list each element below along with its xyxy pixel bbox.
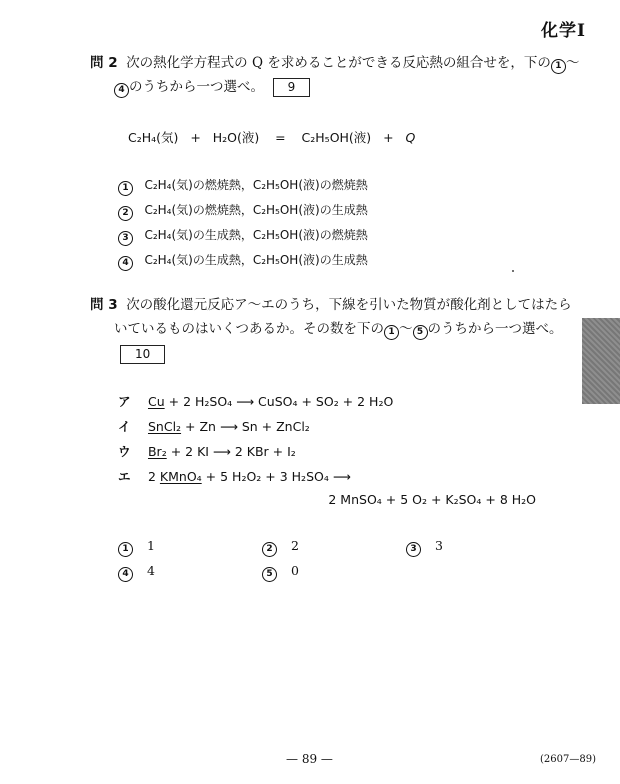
circled-number-icon: 2 bbox=[262, 542, 277, 557]
reaction-label: イ bbox=[118, 419, 131, 434]
circled-number-icon: 5 bbox=[413, 325, 428, 340]
reaction-e bbox=[118, 467, 351, 485]
eq-plus2: + bbox=[383, 130, 394, 145]
reaction-label: ウ bbox=[118, 444, 131, 459]
circled-number-icon: 4 bbox=[118, 567, 133, 582]
underlined-substance: SnCl₂ bbox=[147, 419, 182, 434]
choice-text: C₂H₄(気)の生成熱，C₂H₅OH(液)の燃焼熱 bbox=[144, 228, 368, 242]
underlined-substance: Cu bbox=[147, 394, 165, 409]
scan-speck bbox=[512, 270, 514, 272]
answer-value: 4 bbox=[147, 563, 155, 578]
circled-number-icon: 3 bbox=[406, 542, 421, 557]
reaction-i bbox=[118, 417, 310, 435]
q2-tilde: 〜 bbox=[565, 55, 580, 71]
circled-number-icon: 3 bbox=[118, 231, 133, 246]
circled-number-icon: 1 bbox=[118, 181, 133, 196]
reaction-a bbox=[118, 392, 393, 410]
q3-number: 問 3 bbox=[90, 297, 118, 313]
q3-text1: 次の酸化還元反応ア〜エのうち，下線を引いた物質が酸化剤としてはたら bbox=[126, 297, 572, 313]
reaction-rest: + Zn ⟶ Sn + ZnCl₂ bbox=[185, 419, 310, 434]
eq-rhs2: Q bbox=[405, 130, 416, 145]
q2-text2: のうちから一つ選べ。 bbox=[129, 79, 264, 95]
circled-number-icon: 5 bbox=[262, 567, 277, 582]
page-number: — 89 — bbox=[286, 752, 333, 766]
q3-answer-option[interactable] bbox=[262, 563, 299, 582]
reaction-e-continuation: 2 MnSO₄ + 5 O₂ + K₂SO₄ + 8 H₂O bbox=[328, 492, 536, 507]
q2-choice[interactable] bbox=[118, 176, 368, 196]
q3-line2 bbox=[114, 318, 563, 340]
q3-answer-option[interactable] bbox=[406, 538, 443, 557]
q2-text1: 次の熱化学方程式の Q を求めることができる反応熱の組合せを，下の bbox=[126, 55, 551, 71]
choice-text: C₂H₄(気)の生成熱，C₂H₅OH(液)の生成熱 bbox=[144, 253, 368, 267]
q3-box-row bbox=[120, 344, 165, 364]
q2-answer-box[interactable]: 9 bbox=[273, 78, 311, 97]
choice-text: C₂H₄(気)の燃焼熱，C₂H₅OH(液)の生成熱 bbox=[144, 203, 368, 217]
underlined-substance: KMnO₄ bbox=[159, 469, 202, 484]
circled-number-icon: 1 bbox=[551, 59, 566, 74]
q2-choice[interactable] bbox=[118, 251, 368, 271]
q2-choice[interactable] bbox=[118, 201, 368, 221]
eq-equals: = bbox=[275, 130, 286, 145]
reaction-label: ア bbox=[118, 394, 131, 409]
q3-tilde: 〜 bbox=[399, 321, 413, 337]
underlined-substance: Br₂ bbox=[147, 444, 167, 459]
q3-text2a: いているものはいくつあるか。その数を下の bbox=[114, 321, 384, 337]
answer-value: 3 bbox=[435, 538, 443, 553]
q3-line1 bbox=[90, 294, 572, 316]
q3-answer-option[interactable] bbox=[118, 563, 155, 582]
q2-line2 bbox=[114, 76, 310, 98]
reaction-u bbox=[118, 442, 296, 460]
circled-number-icon: 4 bbox=[118, 256, 133, 271]
q2-line1 bbox=[90, 52, 579, 74]
q3-answer-option[interactable] bbox=[118, 538, 155, 557]
reaction-label: エ bbox=[118, 469, 131, 484]
eq-plus1: + bbox=[190, 130, 201, 145]
eq-lhs2: H₂O(液) bbox=[212, 130, 260, 145]
reaction-rest: + 5 H₂O₂ + 3 H₂SO₄ ⟶ bbox=[205, 469, 351, 484]
q2-choice[interactable] bbox=[118, 226, 368, 246]
circled-number-icon: 4 bbox=[114, 83, 129, 98]
circled-number-icon: 2 bbox=[118, 206, 133, 221]
circled-number-icon: 1 bbox=[118, 542, 133, 557]
eq-lhs1: C₂H₄(気) bbox=[128, 130, 179, 145]
subject-title: 化学Ⅰ bbox=[541, 21, 586, 41]
q2-number: 問 2 bbox=[90, 55, 118, 71]
thermochem-equation bbox=[128, 128, 415, 146]
eq-rhs1: C₂H₅OH(液) bbox=[301, 130, 372, 145]
circled-number-icon: 1 bbox=[384, 325, 399, 340]
page-code: (2607—89) bbox=[540, 754, 596, 765]
choice-text: C₂H₄(気)の燃焼熱，C₂H₅OH(液)の燃焼熱 bbox=[144, 178, 368, 192]
reaction-rest: + 2 H₂SO₄ ⟶ CuSO₄ + SO₂ + 2 H₂O bbox=[168, 394, 394, 409]
answer-value: 2 bbox=[291, 538, 299, 553]
reaction-rest: + 2 KI ⟶ 2 KBr + I₂ bbox=[170, 444, 296, 459]
answer-value: 1 bbox=[147, 538, 155, 553]
q3-answer-option[interactable] bbox=[262, 538, 299, 557]
q3-text2b: のうちから一つ選べ。 bbox=[427, 321, 563, 337]
answer-value: 0 bbox=[291, 563, 299, 578]
side-index-tab bbox=[582, 318, 620, 404]
q3-answer-box[interactable]: 10 bbox=[120, 345, 165, 364]
reaction-coef: 2 bbox=[147, 469, 156, 484]
